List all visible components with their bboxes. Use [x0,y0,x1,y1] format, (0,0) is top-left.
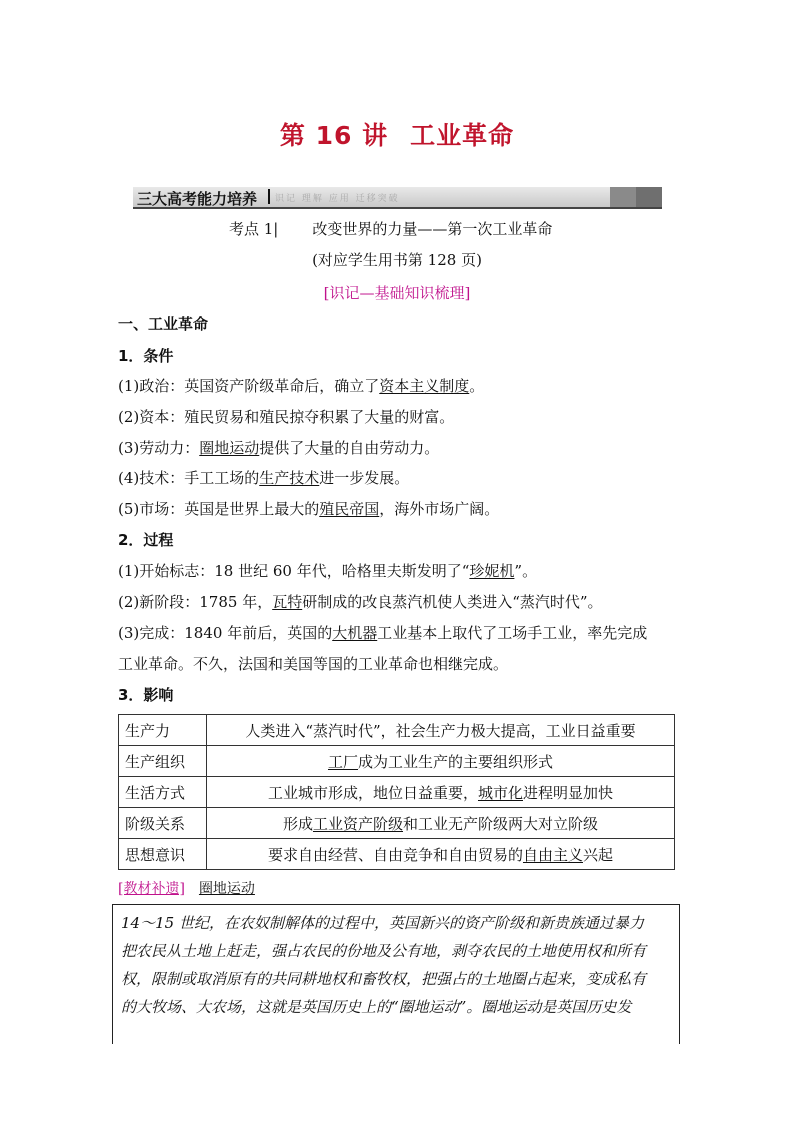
banner-subtitle: 识记 理解 应用 迁移突破 [275,194,400,204]
process-new-stage: (2)新阶段：1785 年，瓦特研制成的改良蒸汽机使人类进入“蒸汽时代”。 [118,593,603,611]
table-row [119,746,675,777]
supplement-line: 14～15 世纪，在农奴制解体的过程中，英国新兴的资产阶级和新贵族通过暴力 [121,914,644,932]
table-row [119,777,675,808]
condition-technology: (4)技术：手工工场的生产技术进一步发展。 [118,469,410,487]
impact-table [118,714,675,870]
section-heading: 一、工业革命 [118,315,209,333]
impact-key: 生活方式 [119,777,207,808]
condition-labor: (3)劳动力：圈地运动提供了大量的自由劳动力。 [118,439,440,457]
banner-decoration-dark [636,187,662,207]
table-row [119,808,675,839]
process-complete-cont: 工业革命。不久，法国和美国等国的工业革命也相继完成。 [118,655,509,673]
conditions-heading: 1．条件 [118,347,174,365]
point-label: 考点 1| [229,220,279,238]
impact-value: 工业城市形成，地位日益重要，城市化进程明显加快 [207,777,675,808]
section-tag: [识记—基础知识梳理] [323,284,471,302]
impact-value: 人类进入“蒸汽时代”，社会生产力极大提高，工业日益重要 [207,715,675,746]
page-title [0,116,794,152]
lecture-number: 第 16 讲 [279,121,389,150]
impact-heading: 3．影响 [118,686,174,704]
point-text: 改变世界的力量——第一次工业革命 [312,220,553,238]
condition-market: (5)市场：英国是世界上最大的殖民帝国，海外市场广阔。 [118,500,500,518]
banner-label: 三大高考能力培养 [137,190,258,208]
impact-key: 生产力 [119,715,207,746]
book-reference: (对应学生用书第 128 页) [312,251,482,269]
supplement-label [118,878,255,898]
point-heading [229,219,552,239]
supplement-topic: 圈地运动 [198,881,255,897]
process-heading: 2．过程 [118,531,174,549]
banner-separator [268,189,270,204]
impact-key: 阶级关系 [119,808,207,839]
process-complete: (3)完成：1840 年前后，英国的大机器工业基本上取代了工场手工业，率先完成 [118,624,648,642]
impact-key: 思想意识 [119,839,207,870]
table-row [119,839,675,870]
impact-key: 生产组织 [119,746,207,777]
supplement-box [112,904,680,1044]
supplement-tag: [教材补遗] [118,881,185,897]
supplement-line: 的大牧场、大农场，这就是英国历史上的“圈地运动”。圈地运动是英国历史发 [121,998,632,1016]
condition-politics: (1)政治：英国资产阶级革命后，确立了资本主义制度。 [118,377,485,395]
section-banner [133,187,662,209]
supplement-line: 把农民从土地上赶走，强占农民的份地及公有地，剥夺农民的土地使用权和所有 [121,942,647,960]
condition-capital: (2)资本：殖民贸易和殖民掠夺积累了大量的财富。 [118,408,455,426]
impact-value: 形成工业资产阶级和工业无产阶级两大对立阶级 [207,808,675,839]
supplement-line: 权，限制或取消原有的共同耕地权和畜牧权，把强占的土地圈占起来，变成私有 [121,970,647,988]
impact-value: 工厂成为工业生产的主要组织形式 [207,746,675,777]
lecture-topic: 工业革命 [410,121,515,150]
impact-value: 要求自由经营、自由竞争和自由贸易的自由主义兴起 [207,839,675,870]
table-row [119,715,675,746]
process-start: (1)开始标志：18 世纪 60 年代，哈格里夫斯发明了“珍妮机”。 [118,562,538,580]
